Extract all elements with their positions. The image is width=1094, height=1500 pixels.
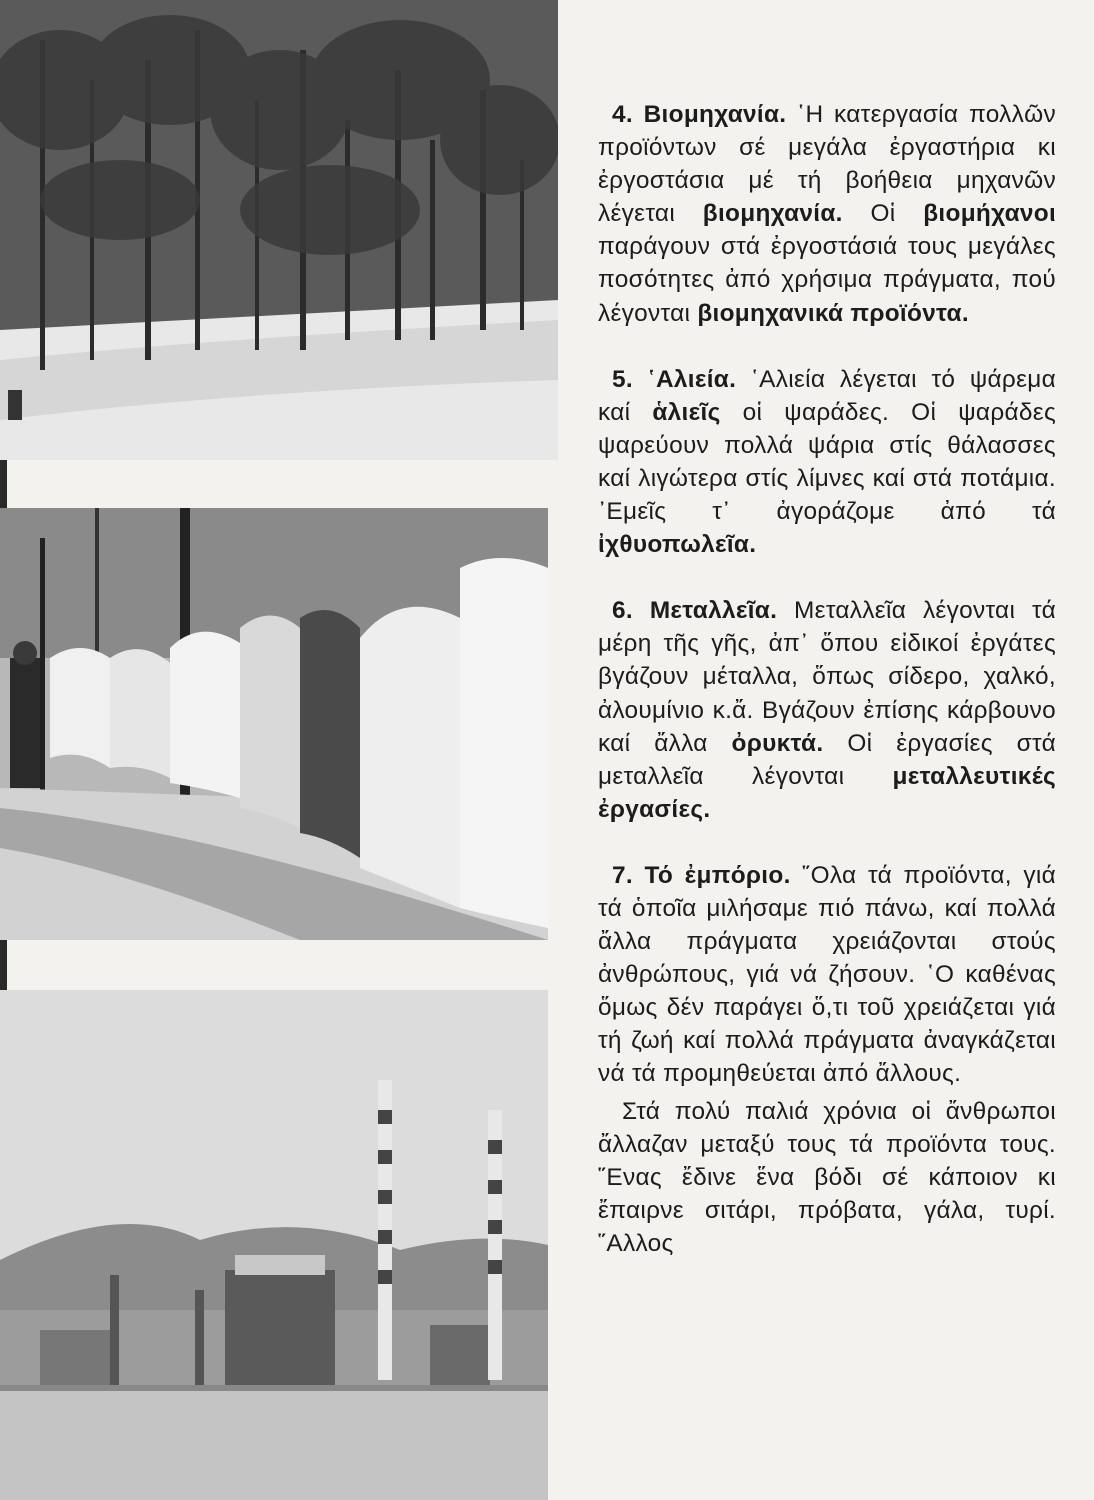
bold-term: ἁλιεῖς (652, 398, 721, 426)
section-text: ῾Η κατεργασία πολλῶν προϊόντων σέ μεγάλα ἐργαστήρια κι ἐργοστάσια μέ τή βοήθεια μηχανῶν λέγεται (598, 101, 1056, 228)
rugs-photo (0, 508, 548, 940)
bold-term: βιομηχανία. (702, 200, 843, 228)
bold-term: ἰχθυοπωλεῖα. (598, 531, 757, 559)
section-mines (598, 594, 1056, 826)
power-plant-photo (0, 990, 548, 1500)
text-column (598, 98, 1056, 1293)
bold-term: βιομηχανικά προϊόντα. (697, 299, 969, 327)
commerce-paragraph-2: Στά πολύ παλιά χρόνια οἱ ἄνθρωποι ἄλλαζαν μεταξύ τους τά προϊόντα τους. ῞Ενας ἔδινε ἕνα βόδι σέ κάποιον κι ἔπαιρνε σιτάρι, πρόβατα, γάλα, τυρί. ῞Αλλος (598, 1097, 1056, 1257)
bold-term: βιομήχανοι (923, 200, 1057, 228)
forest-photo (0, 0, 558, 460)
section-heading: ῾Αλιεία. (647, 365, 737, 393)
section-text: οἱ ψαράδες. Οἱ ψαράδες ψαρεύουν πολλά ψάρια στίς θάλασσες καί λιγώτερα στίς λίμνες καί στά ποτάμια. ᾿Εμεῖς τ᾿ ἀγοράζομε ἀπό τά (598, 398, 1056, 526)
section-text: ῾Αλιεία λέγεται τό ψάρεμα καί (598, 365, 1057, 426)
section-text: ῞Ολα τά προϊόντα, γιά τά ὁποῖα μιλήσαμε πιό πάνω, καί πολλά ἄλλα πράγματα χρειάζονται στούς ἀνθρώπους, γιά νά ζήσουν. ῾Ο καθένας ὅμως δέν παράγει ὅ,τι τοῦ χρειάζεται γιά τή ζωή καί πολλά πράγματα ἀναγκάζεται νά τά προμηθεύεται ἀπό ἄλλους. (598, 861, 1057, 1088)
section-number: 5. (612, 365, 633, 393)
bold-term: ὀρυκτά. (731, 729, 824, 757)
section-text: Οἱ (870, 200, 896, 228)
section-heading: Τό ἐμπόριο. (644, 861, 791, 889)
section-number: 7. (612, 861, 633, 889)
section-number: 4. (612, 101, 633, 128)
bold-term: μεταλλευτικές ἐργασίες. (598, 762, 1056, 823)
section-heading: Μεταλλεῖα. (649, 597, 778, 625)
section-number: 6. (612, 597, 633, 625)
section-text: Μεταλλεῖα λέγονται τά μέρη τῆς γῆς, ἀπ᾿ ὅπου εἰδικοί ἐργάτες βγάζουν μέταλλα, ὅπως σίδερο, χαλκό, ἀλουμίνιο κ.ἄ. Βγάζουν ἐπίσης κάρβουνο καί ἄλλα (598, 597, 1057, 757)
section-text: Οἱ ἐργασίες στά μεταλλεῖα λέγονται (598, 729, 1056, 790)
section-text: παράγουν στά ἐργοστάσιά τους μεγάλες ποσότητες ἀπό χρήσιμα πράγματα, πού λέγονται (598, 233, 1056, 327)
section-heading: Βιομηχανία. (643, 101, 787, 128)
section-commerce (598, 859, 1056, 1091)
section-fishing (598, 363, 1056, 562)
section-industry (598, 98, 1056, 330)
